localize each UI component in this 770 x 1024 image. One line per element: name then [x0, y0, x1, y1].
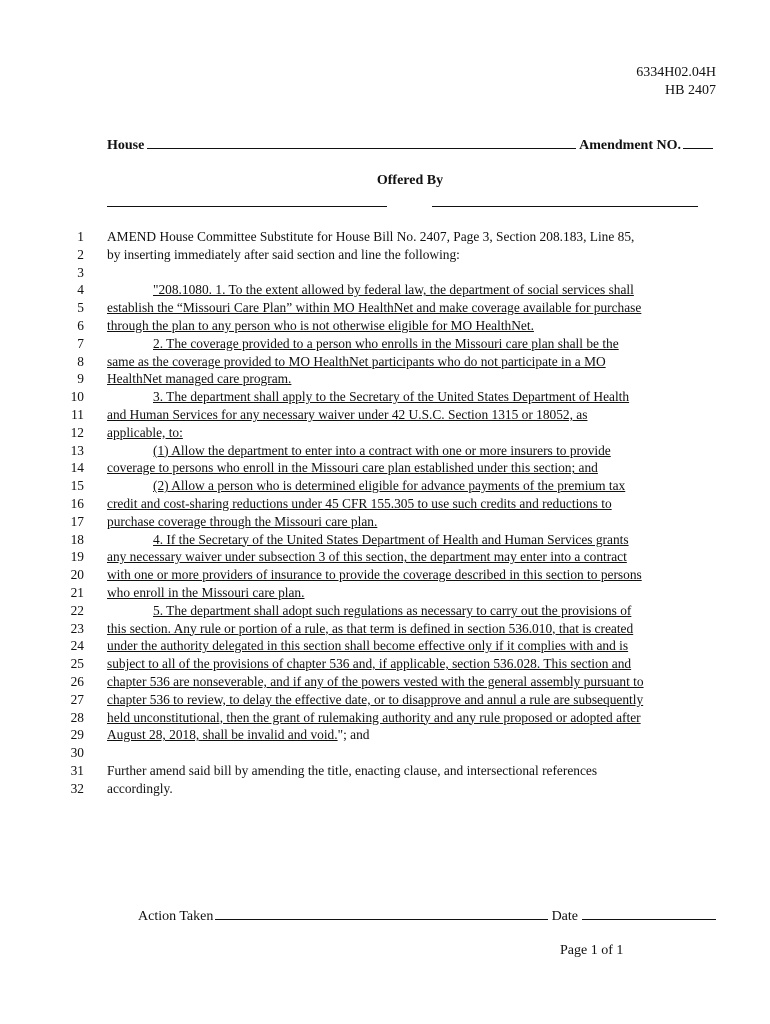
line-number: 28: [70, 709, 84, 725]
line-number: 6: [77, 317, 84, 333]
text-line: [0, 370, 770, 388]
line-number: 29: [70, 727, 84, 743]
inserted-text: 3. The department shall apply to the Secretary of the United States Department of Health: [153, 389, 630, 405]
line-text: [107, 228, 634, 246]
line-number: 21: [70, 584, 84, 600]
line-text-content: [107, 638, 628, 653]
line-number: 5: [77, 300, 84, 316]
line-number: 27: [70, 691, 84, 707]
line-text-content: [107, 425, 183, 440]
inserted-text: purchase coverage through the Missouri care plan.: [107, 513, 378, 529]
line-text: [107, 531, 629, 549]
page-number: Page 1 of 1: [560, 943, 624, 958]
line-number: 1: [77, 229, 84, 244]
inserted-text: 2. The coverage provided to a person who enrolls in the Missouri care plan shall be the: [153, 335, 619, 351]
inserted-text: applicable, to:: [107, 424, 183, 440]
text-line: [0, 726, 770, 744]
text-line: [0, 477, 770, 495]
action-taken-label: Action Taken: [138, 909, 214, 924]
bill-number: HB 2407: [665, 83, 716, 98]
line-text: [107, 566, 642, 584]
line-number: 7: [77, 335, 84, 351]
line-text-content: [107, 354, 606, 369]
inserted-text: (1) Allow the department to enter into a contract with one or more insurers to provide: [153, 442, 611, 458]
line-number: 25: [70, 656, 84, 672]
line-text: [107, 602, 631, 620]
line-text-content: [107, 621, 633, 636]
plain-text: by inserting immediately after said section and line the following:: [107, 246, 460, 262]
date-blank: [582, 907, 716, 920]
line-number: 19: [70, 549, 84, 565]
text-line: [0, 655, 770, 673]
inserted-text: with one or more providers of insurance to provide the coverage described in this section to persons: [107, 567, 642, 583]
text-line: [0, 513, 770, 531]
plain-text: accordingly.: [107, 780, 173, 796]
sponsor-signature-line-right: [432, 206, 698, 207]
text-line: [0, 780, 770, 798]
line-text: [107, 370, 291, 388]
line-text-content: [107, 567, 642, 582]
amendment-text: [0, 228, 770, 798]
text-line: [0, 584, 770, 602]
line-number: 12: [70, 424, 84, 440]
line-text-content: [107, 443, 611, 458]
line-text: [107, 353, 606, 371]
document-identifier: [636, 64, 716, 100]
text-line: [0, 317, 770, 335]
line-text-content: [107, 478, 625, 493]
inserted-text: 5. The department shall adopt such regulations as necessary to carry out the provisions of: [153, 602, 632, 618]
line-text-content: [107, 389, 629, 404]
line-text-content: [107, 763, 597, 778]
plain-text: Further amend said bill by amending the title, enacting clause, and intersectional references: [107, 762, 598, 778]
line-text-content: [107, 496, 612, 511]
text-line: [0, 246, 770, 264]
line-number: 14: [70, 460, 84, 476]
line-text-content: [107, 549, 627, 564]
offered-by-label: Offered By: [376, 173, 444, 188]
text-line: [0, 264, 770, 282]
line-text: [107, 762, 597, 780]
line-text-content: [107, 300, 641, 315]
line-text: [107, 513, 377, 531]
line-text: [107, 637, 628, 655]
text-line: [0, 406, 770, 424]
text-line: [0, 637, 770, 655]
line-text-content: [107, 460, 598, 475]
line-text: [107, 620, 633, 638]
line-text: [107, 246, 460, 264]
inserted-text: subject to all of the provisions of chapter 536 and, if applicable, section 536.028. This section and: [107, 656, 632, 672]
text-line: [0, 744, 770, 762]
line-text-content: [107, 656, 631, 671]
line-tail-text: "; and: [337, 727, 370, 743]
text-line: [0, 335, 770, 353]
inserted-text: "208.1080. 1. To the extent allowed by federal law, the department of social services shall: [153, 282, 634, 298]
text-line: [0, 531, 770, 549]
inserted-text: under the authority delegated in this section shall become effective only if it complies with and is: [107, 638, 629, 654]
inserted-text: any necessary waiver under subsection 3 of this section, the department may enter into a contract: [107, 549, 627, 565]
amendment-number-blank: [683, 136, 713, 149]
line-text: [107, 691, 643, 709]
inserted-text: establish the “Missouri Care Plan” within MO HealthNet and make coverage available for purchase: [107, 300, 642, 316]
line-number: 18: [70, 531, 84, 547]
line-text-content: [107, 585, 304, 600]
line-text: [107, 442, 611, 460]
inserted-text: 4. If the Secretary of the United States Department of Health and Human Services grants: [153, 531, 629, 547]
document-code: 6334H02.04H: [636, 65, 716, 80]
line-number: 24: [70, 638, 84, 654]
line-number: 4: [77, 282, 84, 298]
inserted-text: who enroll in the Missouri care plan.: [107, 584, 305, 600]
line-text-content: [107, 282, 634, 297]
inserted-text: same as the coverage provided to MO HealthNet participants who do not participate in a MO: [107, 353, 606, 369]
text-line: [0, 762, 770, 780]
text-line: [0, 281, 770, 299]
inserted-text: held unconstitutional, then the grant of rulemaking authority and any rule proposed or adopted after: [107, 709, 641, 725]
line-number: 17: [70, 513, 84, 529]
inserted-text: credit and cost-sharing reductions under 45 CFR 155.305 to use such credits and reductions to: [107, 495, 612, 511]
text-line: [0, 495, 770, 513]
line-text: [107, 388, 629, 406]
line-text: [107, 673, 644, 691]
line-number: 8: [77, 353, 84, 369]
text-line: [0, 299, 770, 317]
line-text: [107, 709, 641, 727]
line-text: [107, 299, 641, 317]
house-amendment-line: [107, 136, 713, 154]
line-text: [107, 726, 369, 744]
line-text-content: [107, 407, 587, 422]
line-number: 16: [70, 495, 84, 511]
line-text: [107, 459, 598, 477]
line-number: 9: [77, 371, 84, 387]
text-line: [0, 691, 770, 709]
line-text-content: [107, 371, 291, 386]
inserted-text: HealthNet managed care program.: [107, 371, 292, 387]
line-text-content: [107, 514, 377, 529]
line-text: [107, 655, 631, 673]
line-text: [107, 548, 627, 566]
line-number: 26: [70, 673, 84, 689]
text-line: [0, 228, 770, 246]
line-text: [107, 406, 587, 424]
line-text-content: [107, 532, 629, 547]
line-number: 31: [70, 762, 84, 778]
text-line: [0, 442, 770, 460]
line-text-content: [107, 692, 643, 707]
line-number: 32: [70, 780, 84, 796]
inserted-text: coverage to persons who enroll in the Missouri care plan established under this section; and: [107, 460, 598, 476]
line-number: 30: [70, 745, 84, 761]
inserted-text: chapter 536 are nonseverable, and if any of the powers vested with the general assembly pursuant to: [107, 673, 644, 689]
inserted-text: chapter 536 to review, to delay the effective date, or to disapprove and annul a rule are subsequently: [107, 691, 644, 707]
inserted-text: this section. Any rule or portion of a rule, as that term is defined in section 536.010, that is created: [107, 620, 634, 636]
text-line: [0, 620, 770, 638]
sponsor-signature-line-left: [107, 206, 387, 207]
line-text: [107, 317, 534, 335]
line-number: 20: [70, 567, 84, 583]
text-line: [0, 424, 770, 442]
action-taken-blank: [215, 907, 547, 920]
line-text-content: [107, 781, 173, 796]
date-label: Date: [551, 909, 578, 924]
line-text-content: [107, 674, 644, 689]
text-line: [0, 353, 770, 371]
line-number: 10: [70, 389, 84, 405]
plain-text: AMEND House Committee Substitute for House Bill No. 2407, Page 3, Section 208.183, Line 85,: [107, 229, 635, 244]
inserted-text: through the plan to any person who is not otherwise eligible for MO HealthNet.: [107, 317, 534, 333]
line-text: [107, 495, 612, 513]
line-number: 11: [71, 406, 84, 422]
line-number: 22: [70, 602, 84, 618]
line-text: [107, 780, 173, 798]
line-text: [107, 424, 183, 442]
line-text: [107, 281, 634, 299]
amendment-number-label: Amendment NO.: [579, 138, 681, 153]
house-label: House: [107, 138, 145, 153]
line-number: 2: [77, 246, 84, 262]
line-text-content: [107, 603, 631, 618]
line-text-content: [107, 247, 460, 262]
text-line: [0, 459, 770, 477]
line-number: 13: [70, 442, 84, 458]
line-text-content: [107, 336, 619, 351]
text-line: [0, 548, 770, 566]
line-text: [107, 335, 619, 353]
inserted-text: and Human Services for any necessary waiver under 42 U.S.C. Section 1315 or 18052, as: [107, 406, 588, 422]
inserted-text: August 28, 2018, shall be invalid and void.: [107, 727, 338, 743]
text-line: [0, 566, 770, 584]
line-text-content: [107, 318, 534, 333]
line-number: 3: [77, 264, 84, 280]
line-text: [107, 584, 304, 602]
line-number: 23: [70, 620, 84, 636]
line-text-content: [107, 710, 641, 725]
line-number: 15: [70, 478, 84, 494]
inserted-text: (2) Allow a person who is determined eligible for advance payments of the premium tax: [153, 478, 626, 494]
text-line: [0, 388, 770, 406]
line-text: [107, 477, 625, 495]
text-line: [0, 673, 770, 691]
text-line: [0, 709, 770, 727]
action-taken-line: [138, 907, 716, 925]
house-blank-line: [147, 136, 576, 149]
line-text-content: [107, 727, 338, 742]
line-text-content: [107, 229, 634, 244]
text-line: [0, 602, 770, 620]
